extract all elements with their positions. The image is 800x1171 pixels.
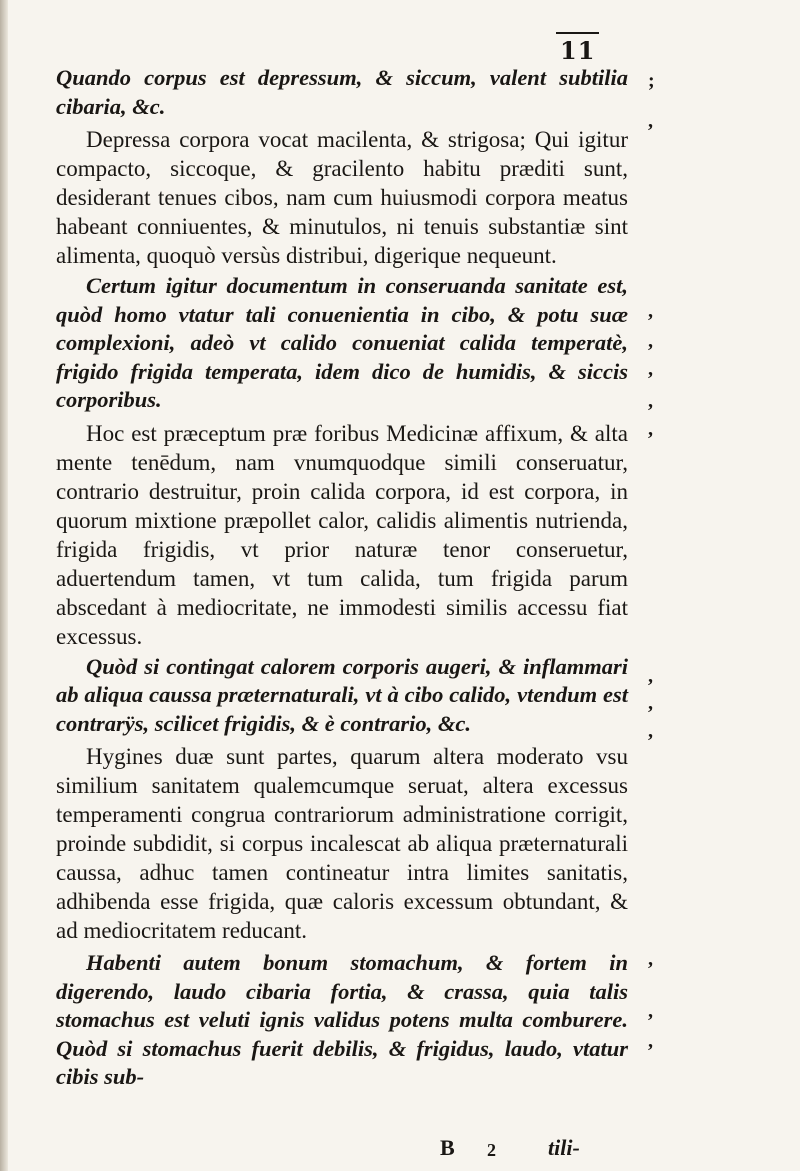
page-number: 11	[560, 36, 596, 65]
margin-mark: ,	[648, 330, 653, 352]
page-gutter-shadow	[0, 0, 8, 1171]
margin-mark: ,	[648, 390, 653, 412]
margin-mark: ,	[648, 300, 653, 322]
catchword: tili-	[548, 1135, 580, 1160]
margin-mark: ,	[648, 1030, 653, 1052]
margin-mark: ,	[648, 665, 653, 687]
aphorism-3: Quòd si contingat calorem corporis augeri, & inflammari ab aliqua caussa præternaturali, vt à cibo calido, vtendum est contrarÿs, scilicet frigidis, & è contrario, &c.	[56, 653, 628, 736]
margin-mark: ;	[648, 70, 655, 92]
signature-letter: B	[440, 1135, 455, 1160]
margin-mark: ,	[648, 692, 653, 714]
aphorism-1: Quando corpus est depressum, & siccum, valent subtilia cibaria, &c.	[56, 65, 628, 119]
commentary-3: Hygines duæ sunt partes, quarum altera moderato vsu similium sanitatem qualemcumque seruat, altera excessus temperamenti congrua contrariorum administratione corrigit, proinde subdidit, si corpus incalescat ab aliqua præternaturali caussa, adhuc tamen contineatur intra limites sanitatis, adhibenda esse frigida, quæ caloris excessum obtundant, & ad mediocritatem reducant.	[56, 744, 628, 943]
commentary-2: Hoc est præceptum præ foribus Medicinæ affixum, & alta mente tenēdum, nam vnumquodque simili conseruatur, contrario destruitur, proin calida corpora, id est corpora, in quorum mixtione præpollet calor, calidis alimentis nutrienda, frigida frigidis, vt prior naturæ tenor conseruetur, aduertendum tamen, vt tum calida, tum frigida parum abscedant à mediocritate, ne immodesti similis accessu fiat excessus.	[56, 420, 628, 649]
margin-mark: ,	[648, 948, 653, 970]
margin-mark: ,	[648, 720, 653, 742]
margin-mark: ,	[648, 418, 653, 440]
margin-mark: ,	[648, 110, 653, 132]
signature-number: 2	[487, 1140, 496, 1160]
commentary-1: Depressa corpora vocat macilenta, & strigosa; Qui igitur compacto, siccoque, & gracilento habitu præditi sunt, desiderant tenues cibos, nam cum huiusmodi corpora meatus habeant conniuentes, & minutulos, ni tenuis substantiæ sint alimenta, quoquò versùs distribui, digerique nequeunt.	[56, 127, 628, 268]
aphorism-4: Habenti autem bonum stomachum, & fortem in digerendo, laudo cibaria fortia, & crassa, quia talis stomachus est veluti ignis validus potens multa comburere. Quòd si stomachus fuerit debilis, & frigidus, laudo, vtatur cibis sub-	[56, 950, 628, 1089]
margin-mark: ,	[648, 1000, 653, 1022]
margin-mark: ,	[648, 358, 653, 380]
text-block	[56, 64, 628, 1092]
aphorism-2: Certum igitur documentum in conseruanda sanitate est, quòd homo vtatur tali conuenientia in cibo, & potu suæ complexioni, adeò vt calido conueniat calida temperatè, frigido frigida temperata, idem dico de humidis, & siccis corporibus.	[56, 273, 628, 412]
